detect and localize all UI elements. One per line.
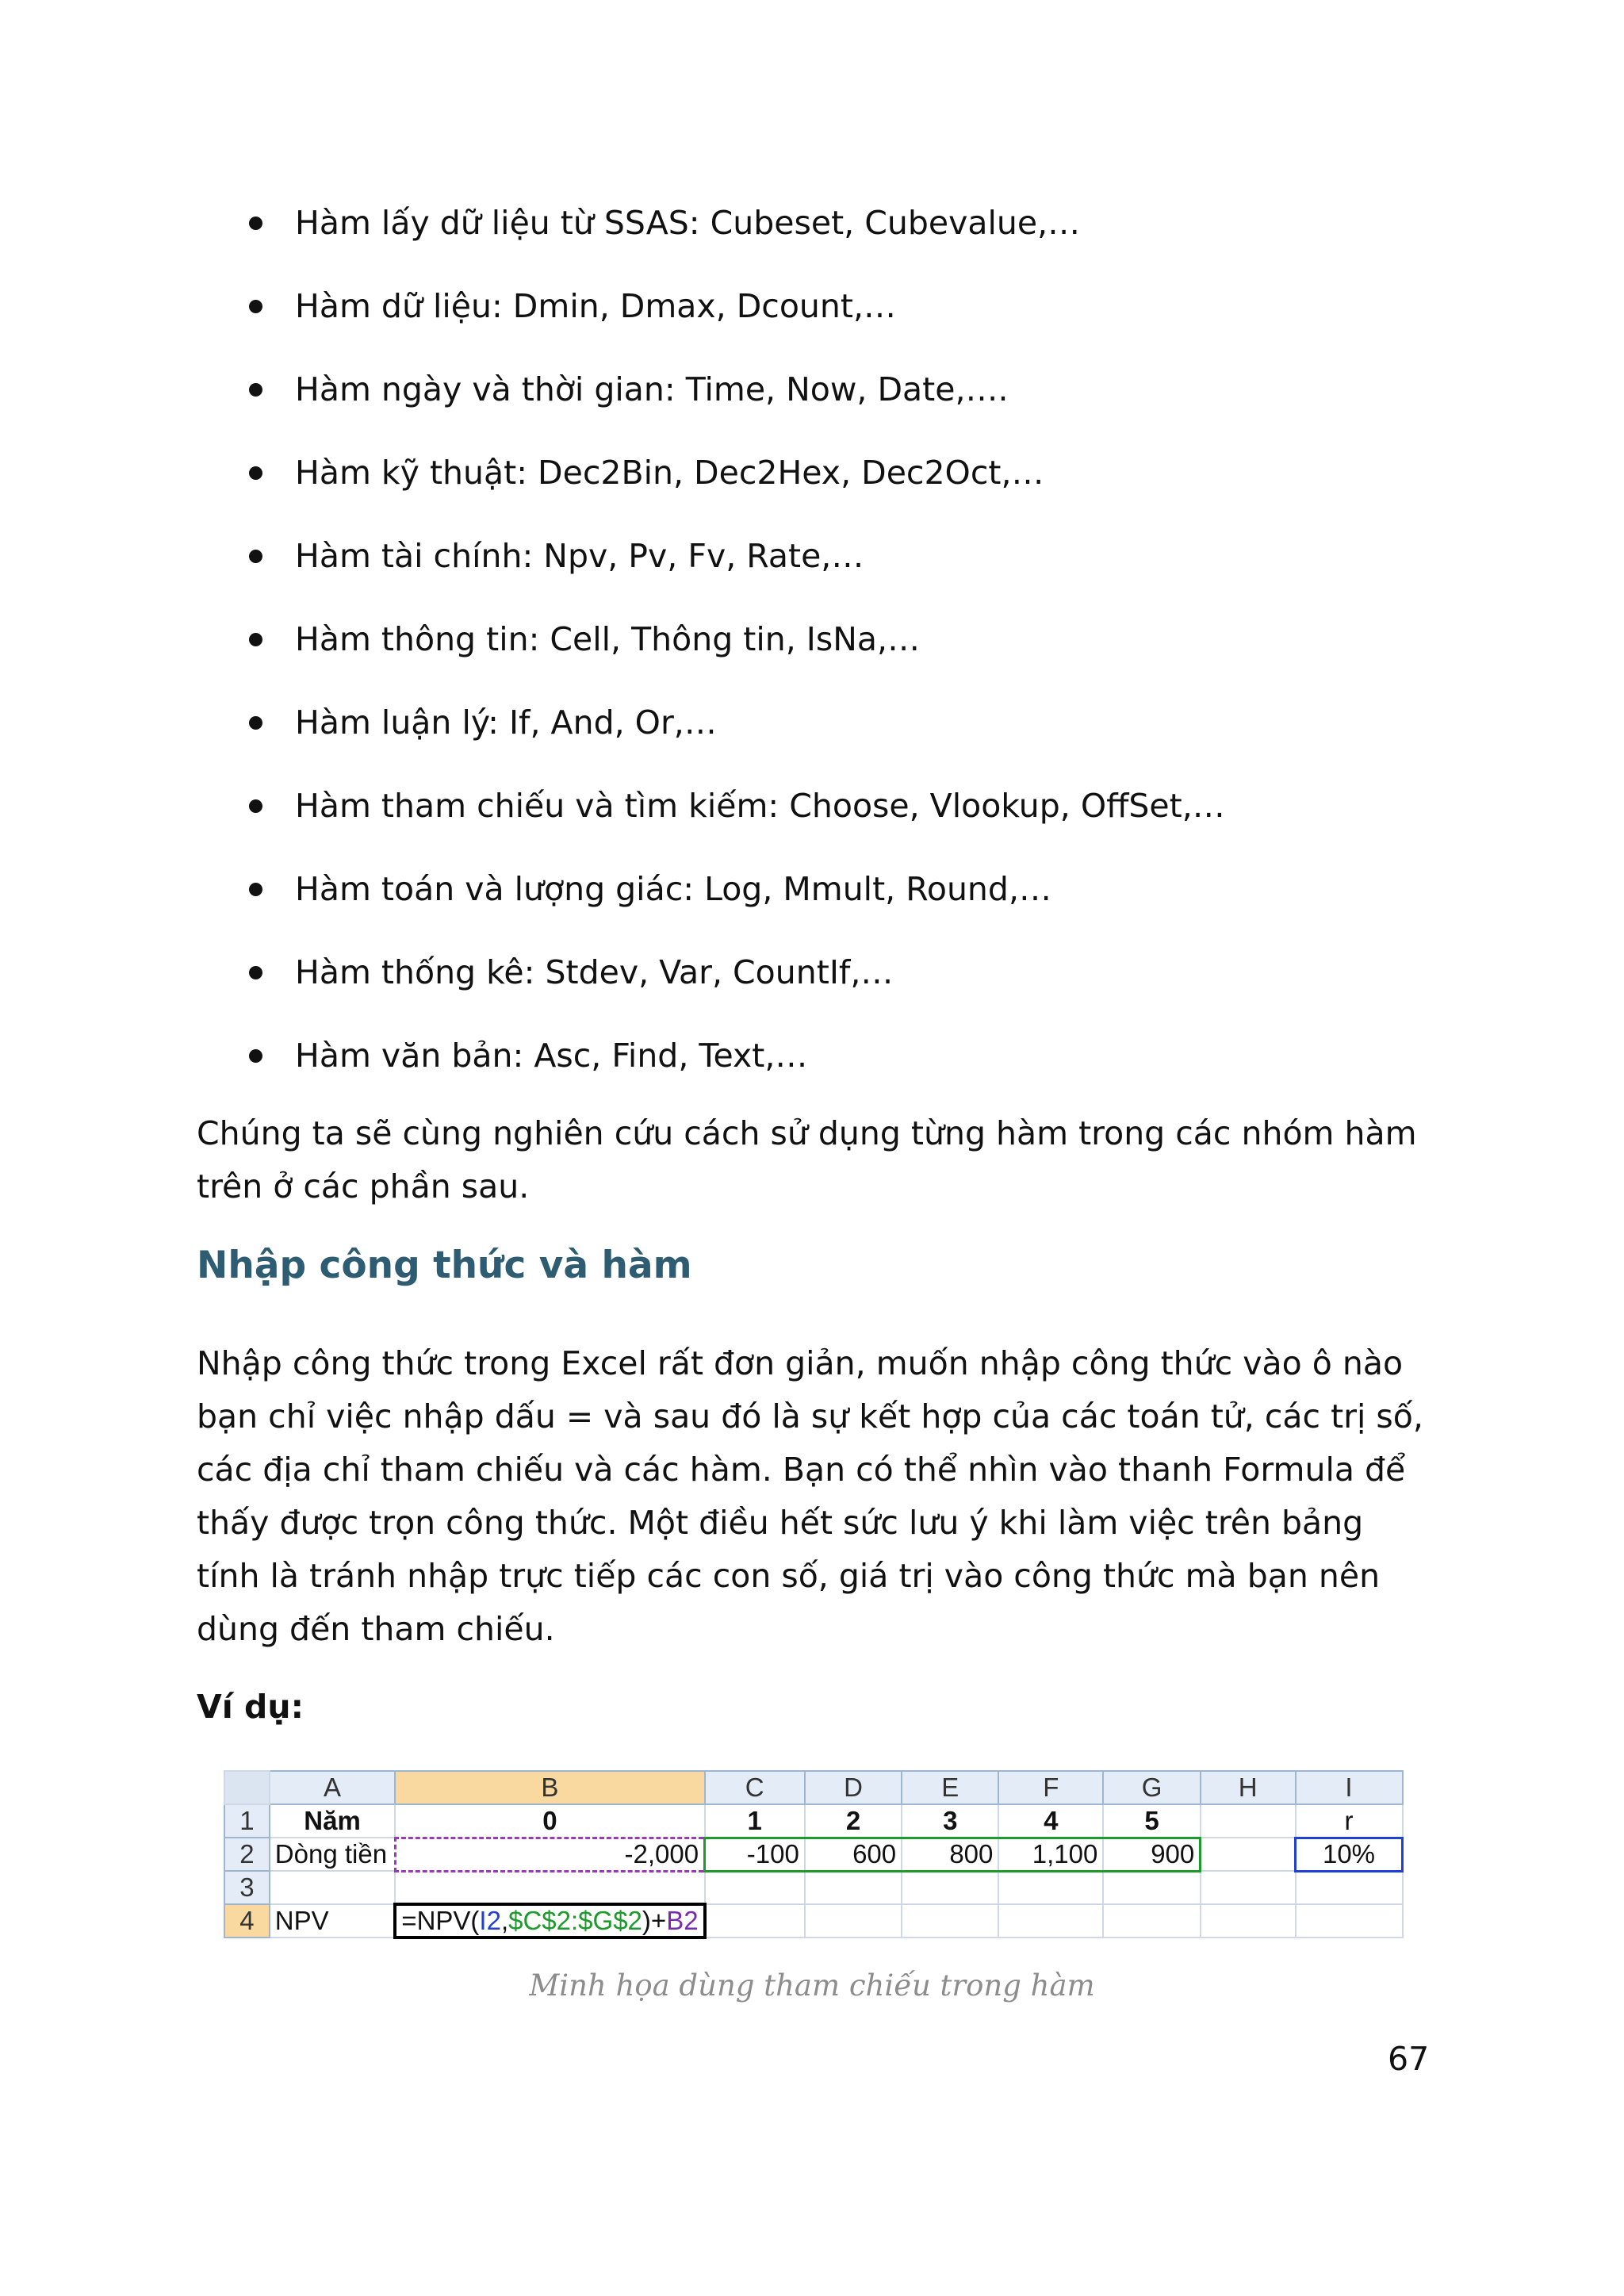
- list-item: Hàm dữ liệu: Dmin, Dmax, Dcount,…: [197, 278, 1465, 361]
- table-row: [224, 1838, 1403, 1871]
- cell[interactable]: [1201, 1871, 1296, 1904]
- spreadsheet-grid: [224, 1770, 1404, 1939]
- column-header[interactable]: H: [1201, 1771, 1296, 1804]
- cell[interactable]: 1: [705, 1804, 805, 1838]
- cell[interactable]: Năm: [270, 1804, 396, 1838]
- column-header[interactable]: A: [270, 1771, 396, 1804]
- bullet-icon: [249, 466, 262, 480]
- row-header[interactable]: 1: [224, 1804, 270, 1838]
- column-header[interactable]: E: [902, 1771, 998, 1804]
- column-header-row: [224, 1771, 1403, 1804]
- cell[interactable]: Dòng tiền: [270, 1838, 396, 1871]
- table-row: [224, 1804, 1403, 1838]
- cell[interactable]: 2: [805, 1804, 902, 1838]
- cell[interactable]: [1296, 1871, 1403, 1904]
- page-number: 67: [1388, 2040, 1430, 2078]
- intro-paragraph: Chúng ta sẽ cùng nghiên cứu cách sử dụng từng hàm trong các nhóm hàm trên ở các phần sau.: [197, 1114, 1417, 1205]
- cell[interactable]: 0: [395, 1804, 704, 1838]
- select-all-corner[interactable]: [224, 1771, 270, 1804]
- cell[interactable]: [902, 1904, 998, 1938]
- list-item: Hàm văn bản: Asc, Find, Text,…: [197, 1027, 1465, 1110]
- cell[interactable]: r: [1296, 1804, 1403, 1838]
- bullet-icon: [249, 1049, 262, 1063]
- cell[interactable]: [1201, 1804, 1296, 1838]
- list-item: Hàm ngày và thời gian: Time, Now, Date,….: [197, 361, 1465, 444]
- list-item: Hàm thông tin: Cell, Thông tin, IsNa,…: [197, 611, 1465, 694]
- cell[interactable]: [395, 1871, 704, 1904]
- list-item: Hàm kỹ thuật: Dec2Bin, Dec2Hex, Dec2Oct,…: [197, 444, 1465, 527]
- cell[interactable]: [1296, 1904, 1403, 1938]
- list-item: Hàm toán và lượng giác: Log, Mmult, Round,…: [197, 861, 1465, 944]
- active-formula-cell[interactable]: =NPV(I2,$C$2:$G$2)+B2: [395, 1904, 704, 1938]
- row-header[interactable]: 4: [224, 1904, 270, 1938]
- excel-screenshot: [224, 1770, 1404, 1957]
- bullet-icon: [249, 217, 262, 230]
- example-label: Ví dụ:: [197, 1688, 304, 1726]
- row-header[interactable]: 2: [224, 1838, 270, 1871]
- function-group-list: [197, 194, 1465, 1110]
- column-header[interactable]: F: [998, 1771, 1103, 1804]
- column-header[interactable]: D: [805, 1771, 902, 1804]
- cell[interactable]: [998, 1871, 1103, 1904]
- cell[interactable]: [1103, 1904, 1200, 1938]
- cell[interactable]: [998, 1904, 1103, 1938]
- bullet-icon: [249, 716, 262, 730]
- cell[interactable]: [805, 1871, 902, 1904]
- row-header[interactable]: 3: [224, 1871, 270, 1904]
- cell[interactable]: [902, 1871, 998, 1904]
- bullet-icon: [249, 799, 262, 813]
- bullet-icon: [249, 883, 262, 896]
- cell[interactable]: 5: [1103, 1804, 1200, 1838]
- figure-caption: Minh họa dùng tham chiếu trong hàm: [529, 1968, 1095, 2003]
- cell[interactable]: 4: [998, 1804, 1103, 1838]
- bullet-icon: [249, 550, 262, 563]
- column-header[interactable]: C: [705, 1771, 805, 1804]
- body-paragraph: Nhập công thức trong Excel rất đơn giản, muốn nhập công thức vào ô nào bạn chỉ việc nhập dấu = và sau đó là sự kết hợp của các toán tử, các trị số, các địa chỉ tham chiếu và các hàm. Bạn có thể nhìn vào thanh Formula để thấy được trọn công thức. Một điều hết sức lưu ý khi làm việc trên bảng tính là tránh nhập trực tiếp các con số, giá trị vào công thức mà bạn nên dùng đến tham chiếu.: [197, 1344, 1423, 1648]
- list-item: Hàm tham chiếu và tìm kiếm: Choose, Vlookup, OffSet,…: [197, 777, 1465, 861]
- table-row: [224, 1904, 1403, 1938]
- list-item: Hàm tài chính: Npv, Pv, Fv, Rate,…: [197, 527, 1465, 611]
- list-item: Hàm luận lý: If, And, Or,…: [197, 694, 1465, 777]
- cell[interactable]: [1103, 1871, 1200, 1904]
- list-item: Hàm lấy dữ liệu từ SSAS: Cubeset, Cubevalue,…: [197, 194, 1465, 278]
- cell[interactable]: NPV: [270, 1904, 396, 1938]
- cell[interactable]: [270, 1871, 396, 1904]
- section-heading: Nhập công thức và hàm: [197, 1244, 692, 1287]
- cell-range-referenced[interactable]: 1,100: [998, 1838, 1103, 1871]
- cell-range-referenced[interactable]: 800: [902, 1838, 998, 1871]
- cell-range-referenced[interactable]: 600: [805, 1838, 902, 1871]
- cell[interactable]: 3: [902, 1804, 998, 1838]
- table-row: [224, 1871, 1403, 1904]
- bullet-icon: [249, 966, 262, 979]
- cell-range-referenced[interactable]: -100: [705, 1838, 805, 1871]
- cell[interactable]: [805, 1904, 902, 1938]
- cell[interactable]: [705, 1871, 805, 1904]
- column-header[interactable]: B: [395, 1771, 704, 1804]
- column-header[interactable]: I: [1296, 1771, 1403, 1804]
- cell-i2-referenced[interactable]: 10%: [1296, 1838, 1403, 1871]
- cell-range-referenced[interactable]: 900: [1103, 1838, 1200, 1871]
- column-header[interactable]: G: [1103, 1771, 1200, 1804]
- bullet-icon: [249, 300, 262, 313]
- bullet-icon: [249, 633, 262, 646]
- cell-b2-referenced[interactable]: -2,000: [395, 1838, 704, 1871]
- cell[interactable]: [1201, 1838, 1296, 1871]
- list-item: Hàm thống kê: Stdev, Var, CountIf,…: [197, 944, 1465, 1027]
- cell[interactable]: [1201, 1904, 1296, 1938]
- cell[interactable]: [705, 1904, 805, 1938]
- bullet-icon: [249, 383, 262, 397]
